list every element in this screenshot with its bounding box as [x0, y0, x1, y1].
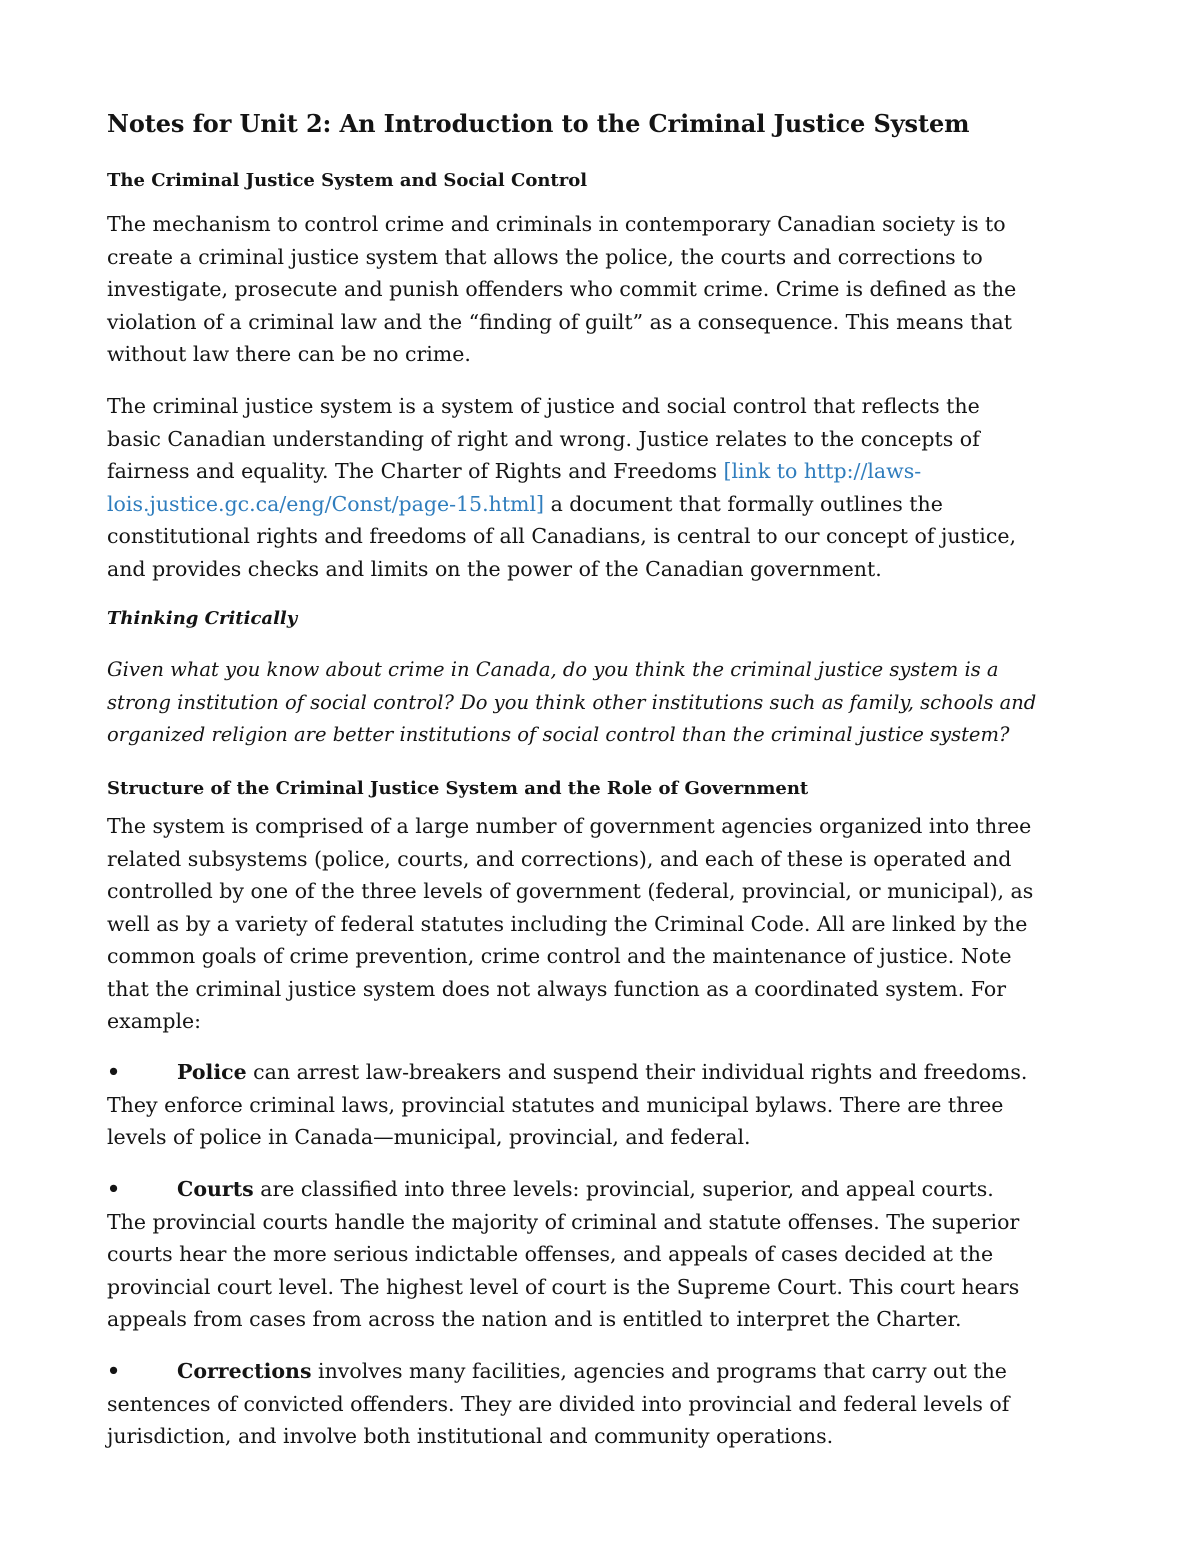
bullet-term-police: Police — [177, 1060, 247, 1084]
page-title: Notes for Unit 2: An Introduction to the Criminal Justice System — [107, 109, 970, 138]
paragraph-crime-definition: The mechanism to control crime and criminals in contemporary Canadian society is to create a criminal justice system that allows the police, the courts and corrections to investigate, prosecute and punish offenders who commit crime. Crime is defined as the violation of a criminal law and the “finding of guilt” as a consequence. This means that without law there can be no crime. — [107, 212, 1017, 366]
section-heading-structure: Structure of the Criminal Justice System and the Role of Government — [107, 778, 809, 799]
paragraph-charter — [107, 390, 1037, 585]
list-item-corrections — [107, 1355, 1037, 1453]
bullet-icon: • — [107, 1359, 121, 1383]
bullet-term-courts: Courts — [177, 1177, 254, 1201]
bullet-term-corrections: Corrections — [177, 1359, 312, 1383]
paragraph-charter-text-start: The criminal justice system is a system of justice and social control that reflects the basic Canadian understanding of right and wrong. Justice relates to the concepts of fairness and equality. The Charter of Rights and Freedoms — [107, 394, 980, 483]
bullet-icon: • — [107, 1177, 121, 1201]
thinking-critically-question: Given what you know about crime in Canada, do you think the criminal justice system is a strong institution of social control? Do you think other institutions such as family, schools and organized religion are better institutions of social control than the criminal justice system? — [107, 658, 1037, 746]
list-item-police — [107, 1056, 1037, 1154]
paragraph-charter-text-end: a document that formally outlines the constitutional rights and freedoms of all Canadians, is central to our concept of justice, and provides checks and limits on the power of the Canadian government. — [107, 491, 1016, 581]
bullet-text-police: can arrest law-breakers and suspend their individual rights and freedoms. They enforce criminal laws, provincial statutes and municipal bylaws. There are three levels of police in Canada—municipal, provincial, and federal. — [107, 1060, 1028, 1149]
list-item-courts — [107, 1173, 1037, 1336]
thinking-critically-heading: Thinking Critically — [107, 608, 298, 629]
charter-link[interactable]: [link to http://laws-lois.justice.gc.ca/eng/Const/page-15.html] — [107, 459, 922, 516]
section-heading-social-control: The Criminal Justice System and Social Control — [107, 170, 588, 191]
bullet-text-corrections: involves many facilities, agencies and programs that carry out the sentences of convicted offenders. They are divided into provincial and federal levels of jurisdiction, and involve both institutional and community operations. — [107, 1359, 1010, 1448]
bullet-icon: • — [107, 1060, 121, 1084]
bullet-text-courts: are classified into three levels: provincial, superior, and appeal courts. The provincial courts handle the majority of criminal and statute offenses. The superior courts hear the more serious indictable offenses, and appeals of cases decided at the provincial court level. The highest level of court is the Supreme Court. This court hears appeals from cases from across the nation and is entitled to interpret the Charter. — [107, 1177, 1020, 1331]
paragraph-system-structure: The system is comprised of a large number of government agencies organized into three related subsystems (police, courts, and corrections), and each of these is operated and controlled by one of the three levels of government (federal, provincial, or municipal), as well as by a variety of federal statutes including the Criminal Code. All are linked by the common goals of crime prevention, crime control and the maintenance of justice. Note that the criminal justice system does not always function as a coordinated system. For example: — [107, 814, 1034, 1033]
